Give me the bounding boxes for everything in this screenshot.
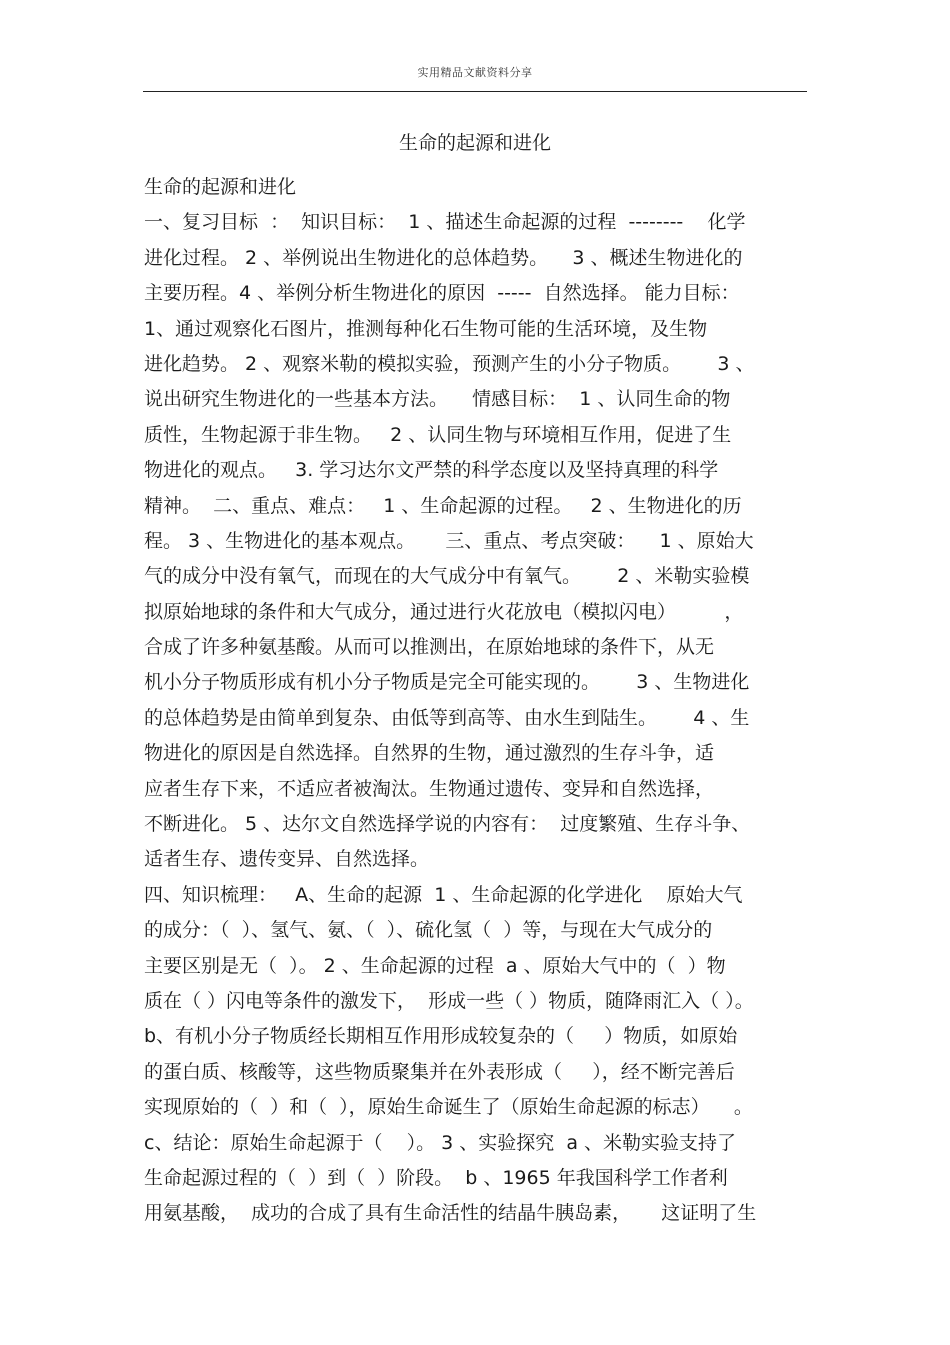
body-line: b、有机小分子物质经长期相互作用形成较复杂的（ ）物质，如原始 bbox=[144, 1025, 738, 1048]
body-line: 气的成分中没有氧气，而现在的大气成分中有氧气。 2 、米勒实验模 bbox=[144, 565, 750, 588]
body-line: 合成了许多种氨基酸。从而可以推测出，在原始地球的条件下，从无 bbox=[144, 636, 715, 659]
body-line: 四、知识梳理： A、生命的起源 1 、生命起源的化学进化 原始大气 bbox=[144, 883, 743, 906]
body-line: 一、复习目标 ： 知识目标： 1 、描述生命起源的过程 -------- 化学 bbox=[144, 211, 746, 234]
body-line: 主要历程。4 、举例分析生物进化的原因 ----- 自然选择。 能力目标： bbox=[144, 282, 740, 305]
body-line: 用氨基酸， 成功的合成了具有生命活性的结晶牛胰岛素， 这证明了生 bbox=[144, 1202, 757, 1225]
body-line: 应者生存下来，不适应者被淘汰。生物通过遗传、变异和自然选择， bbox=[144, 777, 715, 800]
body-line: 生命的起源和进化 bbox=[144, 176, 297, 198]
body-line: 的总体趋势是由简单到复杂、由低等到高等、由水生到陆生。 4 、生 bbox=[144, 706, 750, 729]
body-line: 物进化的原因是自然选择。自然界的生物，通过激烈的生存斗争，适 bbox=[144, 742, 715, 765]
body-line: 程。 3 、生物进化的基本观点。 三、重点、考点突破： 1 、原始大 bbox=[144, 529, 754, 552]
body-line: 生命起源过程的（ ）到（ ）阶段。 b 、1965 年我国科学工作者利 bbox=[144, 1166, 728, 1189]
body-line: 物进化的观点。 3. 学习达尔文严禁的科学态度以及坚持真理的科学 bbox=[144, 459, 719, 482]
document-body bbox=[144, 170, 808, 1232]
body-line: 主要区别是无（ ）。 2 、生命起源的过程 a 、原始大气中的（ ）物 bbox=[144, 954, 726, 977]
body-line: 精神。 二、重点、难点： 1 、生命起源的过程。 2 、生物进化的历 bbox=[144, 494, 742, 517]
body-line: 的成分：（ ）、氢气、氨、（ ）、硫化氢（ ）等，与现在大气成分的 bbox=[144, 919, 713, 942]
body-line: 质在（ ）闪电等条件的激发下， 形成一些（ ）物质，随降雨汇入（ ）。 bbox=[144, 989, 754, 1012]
body-line: 不断进化。 5 、达尔文自然选择学说的内容有： 过度繁殖、生存斗争、 bbox=[144, 813, 751, 836]
body-line: 说出研究生物进化的一些基本方法。 情感目标： 1 、认同生命的物 bbox=[144, 388, 731, 411]
body-line: 进化趋势。 2 、观察米勒的模拟实验，预测产生的小分子物质。 3 、 bbox=[144, 352, 755, 375]
body-line: c、结论：原始生命起源于（ ）。 3 、实验探究 a 、米勒实验支持了 bbox=[144, 1131, 737, 1154]
body-line: 进化过程。 2 、举例说出生物进化的总体趋势。 3 、概述生物进化的 bbox=[144, 246, 743, 269]
header-divider bbox=[143, 91, 807, 92]
page-header: 实用精品文献资料分享 bbox=[417, 66, 533, 79]
body-line: 拟原始地球的条件和大气成分，通过进行火花放电（模拟闪电） ， bbox=[144, 600, 744, 623]
body-line: 的蛋白质、核酸等，这些物质聚集并在外表形成（ ），经不断完善后 bbox=[144, 1060, 735, 1083]
body-line: 机小分子物质形成有机小分子物质是完全可能实现的。 3 、生物进化 bbox=[144, 671, 750, 694]
body-line: 质性，生物起源于非生物。 2 、认同生物与环境相互作用，促进了生 bbox=[144, 423, 732, 446]
document-title: 生命的起源和进化 bbox=[398, 132, 551, 154]
body-line: 实现原始的（ ）和（ ），原始生命诞生了（原始生命起源的标志） 。 bbox=[144, 1096, 753, 1119]
body-line: 适者生存、遗传变异、自然选择。 bbox=[144, 848, 430, 871]
body-line: 1、通过观察化石图片，推测每种化石生物可能的生活环境，及生物 bbox=[144, 317, 708, 340]
